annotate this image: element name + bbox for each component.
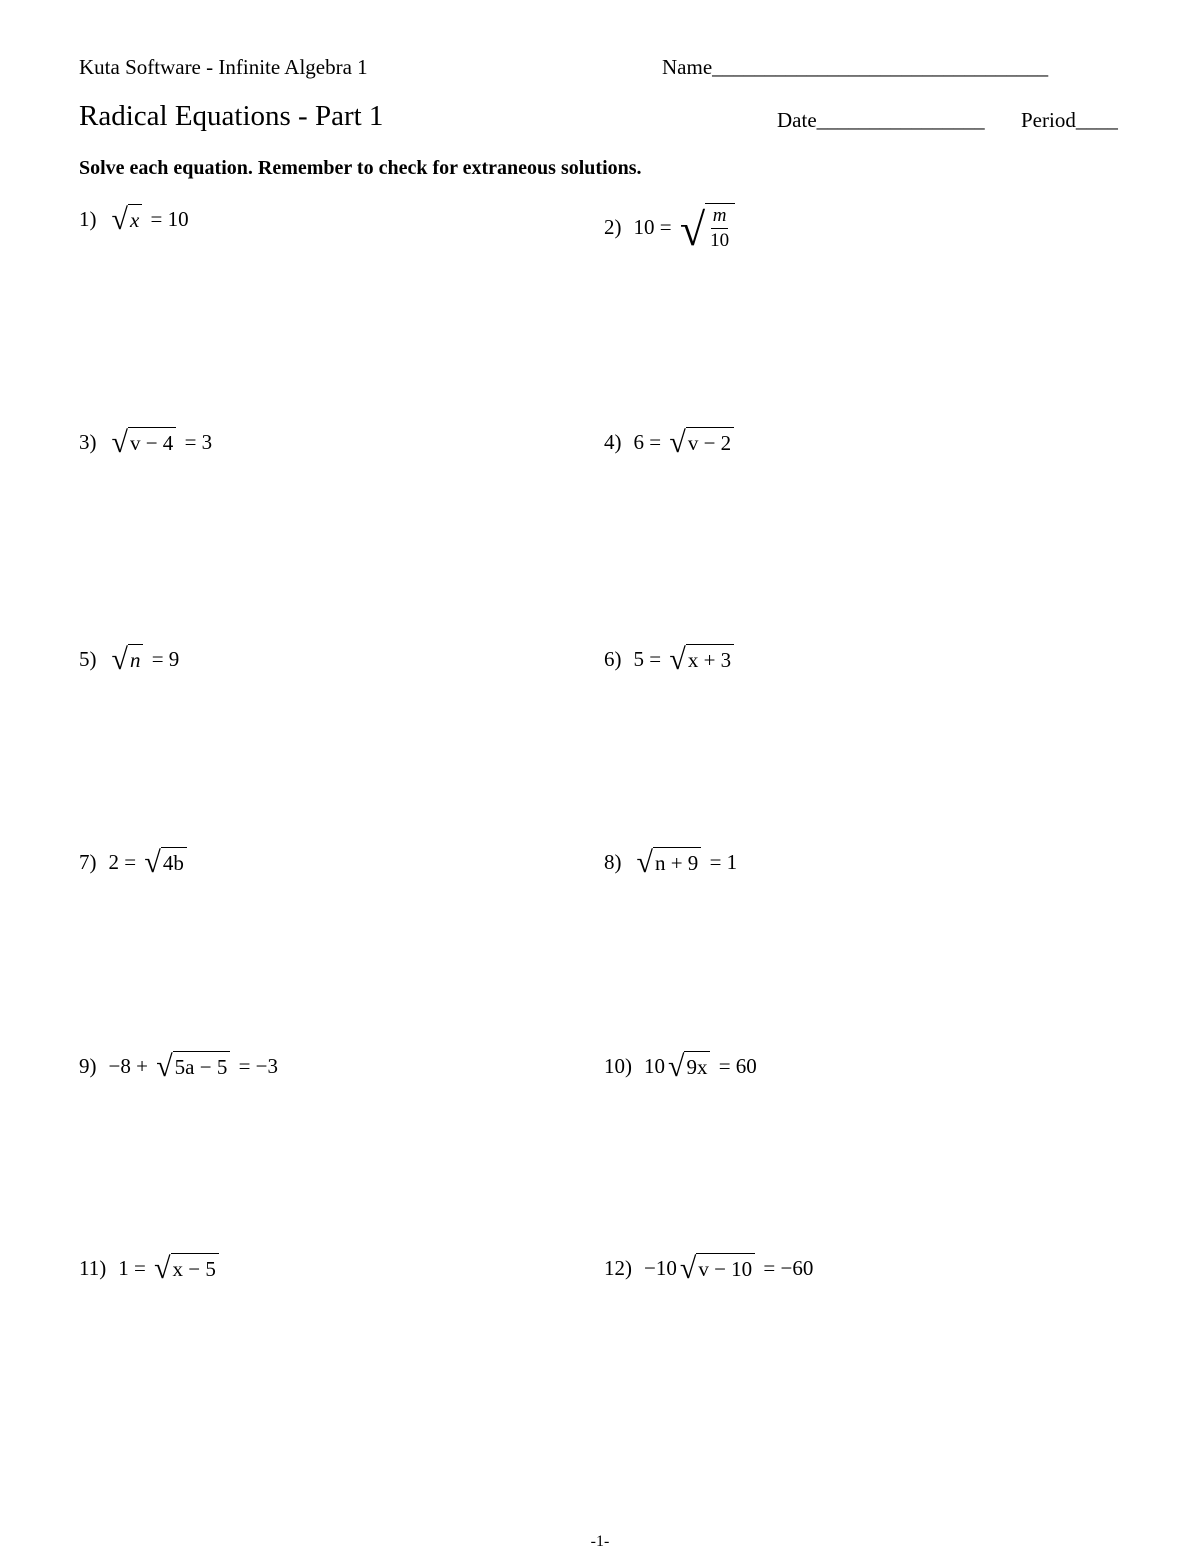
equation-right: = 60 <box>713 1053 757 1078</box>
radical <box>156 1051 230 1081</box>
radical-sign-icon: √ <box>144 846 161 879</box>
radical-sign-icon: √ <box>156 1050 173 1083</box>
problem-number: 6) <box>604 646 622 671</box>
radical-sign-icon: √ <box>636 846 653 879</box>
problem-number: 9) <box>79 1053 97 1078</box>
problem-1 <box>79 204 189 234</box>
radical <box>637 847 702 877</box>
radical <box>112 644 144 674</box>
problem-3 <box>79 427 212 457</box>
radicand: v − 2 <box>686 427 734 457</box>
date-blank: ________________ <box>816 108 985 132</box>
equation-right: = 9 <box>146 646 180 671</box>
problem-4 <box>604 427 737 457</box>
equation-left: 6 = <box>633 429 667 454</box>
problem-number: 2) <box>604 214 622 239</box>
period-blank: ____ <box>1075 108 1118 132</box>
problem-2 <box>604 203 738 255</box>
radicand: x + 3 <box>686 644 734 674</box>
fraction-denominator: 10 <box>710 229 730 251</box>
equation-right: = −3 <box>233 1053 279 1078</box>
radicand: 9x <box>684 1051 710 1081</box>
problem-6 <box>604 644 737 674</box>
date-field <box>777 108 985 133</box>
name-blank: ________________________________ <box>712 55 1049 79</box>
problem-number: 3) <box>79 429 97 454</box>
radical-sign-icon: √ <box>669 643 686 676</box>
radical <box>144 847 186 877</box>
equation-right: = 3 <box>179 429 213 454</box>
radical-sign-icon: √ <box>111 203 128 236</box>
period-label: Period <box>1021 108 1076 132</box>
fraction-numerator: m <box>711 206 729 229</box>
equation-right: = 1 <box>704 849 738 874</box>
problem-number: 4) <box>604 429 622 454</box>
equation-left: 10 = <box>633 214 677 239</box>
radicand <box>705 203 735 252</box>
problem-number: 8) <box>604 849 622 874</box>
problem-12 <box>604 1253 813 1283</box>
publisher-header: Kuta Software - Infinite Algebra 1 <box>79 55 368 79</box>
equation-left: −8 + <box>108 1053 154 1078</box>
radicand: v − 10 <box>696 1253 755 1283</box>
radical <box>669 427 734 457</box>
equation-left: 5 = <box>633 646 667 671</box>
problem-number: 10) <box>604 1053 632 1078</box>
problem-9 <box>79 1051 278 1081</box>
name-label: Name <box>662 55 713 79</box>
radical <box>154 1253 219 1283</box>
equation-left: 10 <box>644 1053 665 1078</box>
radical <box>668 1051 710 1081</box>
problem-11 <box>79 1253 222 1283</box>
equation-right: = 10 <box>145 206 189 231</box>
radical-sign-icon: √ <box>679 204 706 255</box>
radical <box>679 203 735 255</box>
radicand: n <box>128 644 144 674</box>
instructions: Solve each equation. Remember to check for extraneous solutions. <box>79 157 642 179</box>
equation-left: 1 = <box>118 1255 152 1280</box>
equation-left: 2 = <box>108 849 142 874</box>
problem-number: 11) <box>79 1255 107 1280</box>
problem-10 <box>604 1051 757 1081</box>
fraction <box>707 206 732 252</box>
problem-7 <box>79 847 190 877</box>
radical-sign-icon: √ <box>111 643 128 676</box>
radical <box>680 1253 755 1283</box>
radical-sign-icon: √ <box>679 1252 697 1285</box>
radical-sign-icon: √ <box>668 1050 685 1083</box>
equation-right: = −60 <box>758 1255 814 1280</box>
problem-8 <box>604 847 737 877</box>
radical <box>112 204 143 234</box>
worksheet-title: Radical Equations - Part 1 <box>79 100 384 132</box>
problem-number: 12) <box>604 1255 632 1280</box>
radical <box>112 427 177 457</box>
equation-left: −10 <box>644 1255 677 1280</box>
page-number: -1- <box>590 1533 610 1550</box>
period-field <box>1021 108 1118 133</box>
radical <box>669 644 734 674</box>
radical-sign-icon: √ <box>669 426 686 459</box>
radical-sign-icon: √ <box>111 426 128 459</box>
name-field <box>662 55 1048 80</box>
radicand: n + 9 <box>653 847 701 877</box>
radicand: 5a − 5 <box>173 1051 231 1081</box>
radicand: v − 4 <box>128 427 176 457</box>
radicand: x <box>128 204 142 234</box>
radicand: 4b <box>161 847 187 877</box>
radicand: x − 5 <box>171 1253 219 1283</box>
radical-sign-icon: √ <box>154 1252 171 1285</box>
problem-5 <box>79 644 179 674</box>
problem-number: 5) <box>79 646 97 671</box>
problem-number: 1) <box>79 206 97 231</box>
date-label: Date <box>777 108 817 132</box>
problem-number: 7) <box>79 849 97 874</box>
